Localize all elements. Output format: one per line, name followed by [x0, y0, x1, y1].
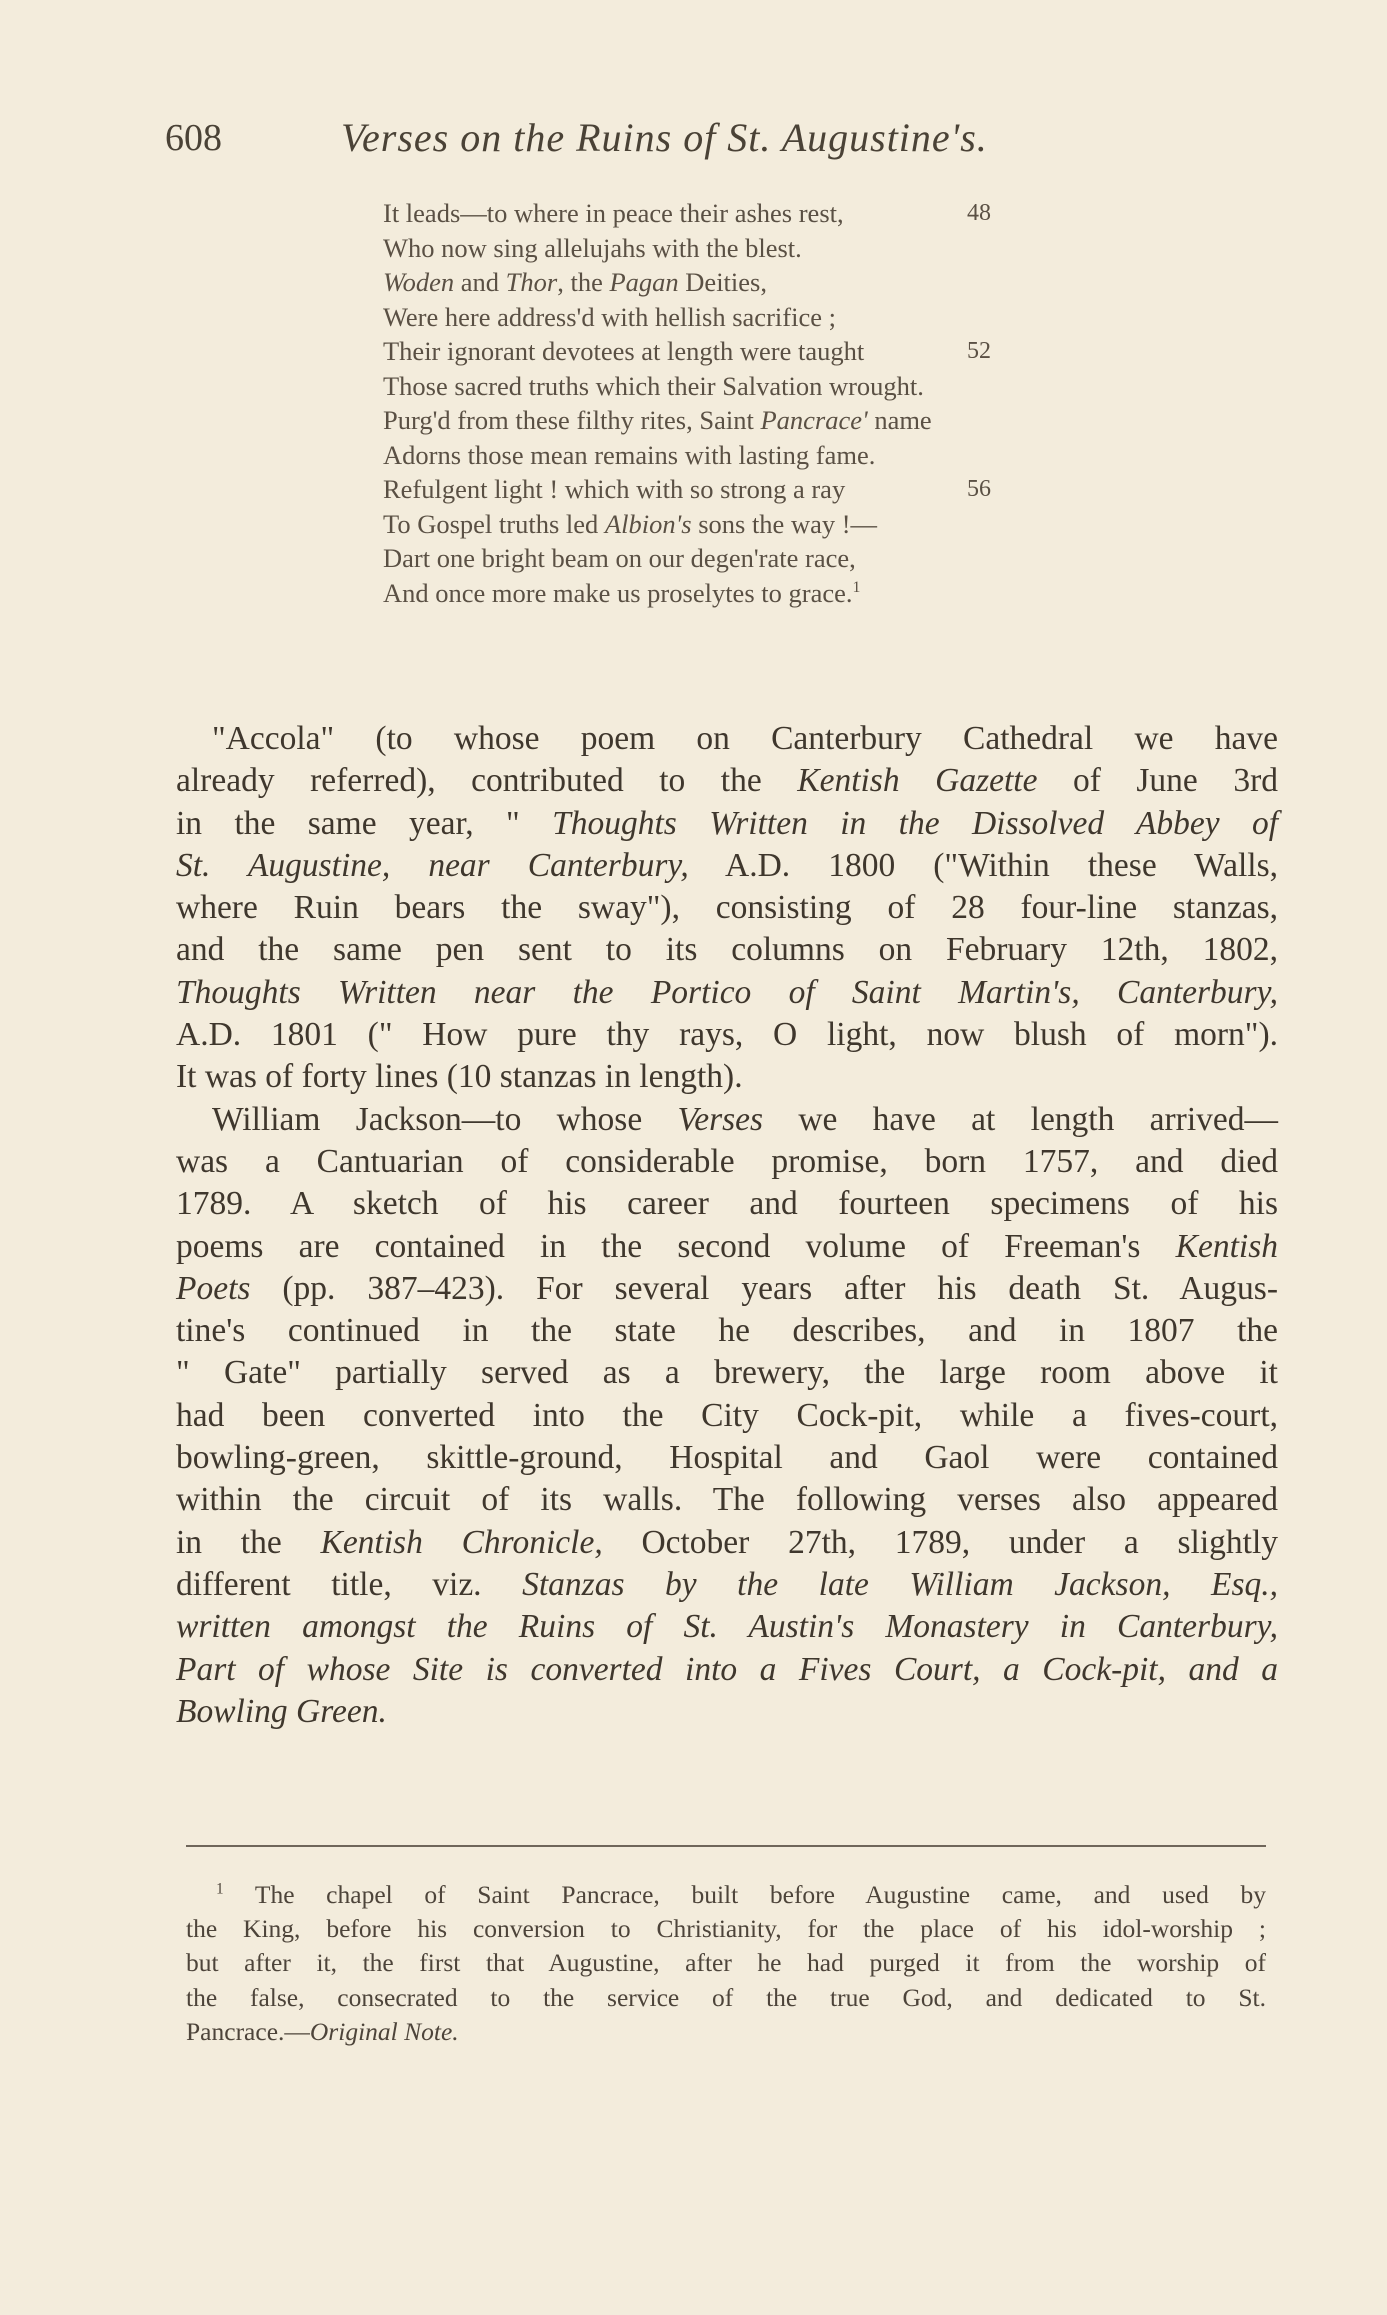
italic-word: Pagan — [609, 267, 679, 297]
footnote-line — [186, 2015, 1266, 2049]
body-line — [176, 1606, 1278, 1648]
poem-line — [383, 541, 1013, 576]
italic-title: St. Augustine, near Canterbury, — [176, 846, 689, 884]
poem-line — [383, 231, 1013, 266]
poem-line — [383, 403, 1013, 438]
body-line: bowling-green, skittle-ground, Hospital and Gaol were contained — [176, 1439, 1278, 1477]
text-run: October 27th, 1789, under a slightly — [602, 1523, 1279, 1561]
poem-line-text: Deities, — [678, 267, 767, 297]
era-abbrev: A.D. — [688, 846, 829, 884]
body-line: tine's continued in the state he describes, and in 1807 the — [176, 1312, 1278, 1350]
italic-title: Poets — [176, 1269, 251, 1307]
footnote-marker: 1 — [852, 578, 861, 596]
body-line — [176, 972, 1278, 1014]
poem-line-text: Adorns those mean remains with lasting fame. — [383, 439, 876, 470]
poem-line-text: To Gospel truths led — [383, 508, 605, 539]
poem-line — [383, 369, 1013, 404]
italic-title: Bowling Green. — [176, 1692, 387, 1730]
body-line — [176, 1564, 1278, 1606]
body-line — [176, 845, 1278, 887]
poem-line-text: Their ignorant devotees at length were taught — [383, 336, 865, 366]
poem-line — [383, 334, 1013, 369]
line-number: 56 — [967, 476, 991, 502]
poem-line — [383, 196, 1013, 231]
poem-line — [383, 300, 1013, 335]
poem-line-text: name — [867, 405, 932, 435]
text-run: (pp. 387–423). For several years after his death St. Augus- — [250, 1269, 1278, 1307]
italic-title: Part of whose Site is converted into a Fives Court, a Cock-pit, and a — [176, 1650, 1278, 1688]
italic-attribution: Original Note. — [309, 2016, 459, 2046]
body-line: 1789. A sketch of his career and fourteen specimens of his — [176, 1185, 1278, 1223]
italic-word: Thor — [505, 267, 558, 297]
italic-title: written amongst the Ruins of St. Austin's Monastery in Canterbury, — [176, 1608, 1278, 1646]
italic-title: Stanzas by the late William Jackson, Esq., — [522, 1565, 1278, 1603]
italic-title: Verses — [677, 1100, 764, 1138]
footnote-line: the King, before his conversion to Christianity, for the place of his idol-worship ; — [186, 1914, 1266, 1944]
poem-line-text: Who now sing allelujahs with the blest. — [383, 232, 802, 263]
text-run: in the — [176, 1523, 321, 1561]
text-run: The chapel of Saint Pancrace, built before Augustine came, and used by — [223, 1880, 1266, 1909]
body-line: " Gate" partially served as a brewery, the large room above it — [176, 1354, 1278, 1392]
body-line — [176, 1522, 1278, 1564]
poem-line-text: and — [454, 267, 506, 297]
poem-line-text: sons the way !— — [691, 508, 878, 539]
text-run: poems are contained in the second volume of Freeman's — [176, 1227, 1176, 1265]
text-run: Pancrace.— — [186, 2016, 310, 2046]
italic-title: Thoughts Written in the Dissolved Abbey of — [552, 804, 1279, 842]
line-number: 52 — [967, 338, 991, 364]
body-line — [176, 1226, 1278, 1268]
body-text — [176, 718, 1278, 1733]
text-run: already referred), contributed to the — [176, 762, 798, 800]
body-line: had been converted into the City Cock-pit, while a fives-court, — [176, 1396, 1278, 1434]
text-run: 1801 (" How pure thy rays, O light, now blush of morn"). — [241, 1016, 1278, 1054]
body-line: within the circuit of its walls. The following verses also appeared — [176, 1481, 1278, 1519]
footnote-line: but after it, the first that Augustine, after he had purged it from the worship of — [186, 1948, 1266, 1978]
italic-title: Kentish Gazette — [797, 762, 1038, 800]
poem-block — [383, 196, 1013, 610]
body-line — [176, 1691, 1278, 1733]
italic-title: Kentish Chronicle, — [320, 1523, 603, 1561]
footnote — [186, 1878, 1266, 2049]
text-run: 1800 ("Within these Walls, — [828, 846, 1278, 884]
footnote-marker: 1 — [216, 1880, 224, 1898]
era-abbrev: A.D. — [176, 1016, 242, 1054]
poem-line — [383, 472, 1013, 507]
body-line — [176, 1099, 1278, 1141]
body-line: where Ruin bears the sway"), consisting of 28 four-line stanzas, — [176, 889, 1278, 927]
body-line — [176, 1649, 1278, 1691]
text-run: William Jackson—to whose — [212, 1100, 678, 1138]
italic-word: Pancrace' — [760, 405, 868, 435]
poem-line-text: , the — [557, 267, 610, 297]
text-run: different title, viz. — [176, 1565, 523, 1603]
footnote-line: the false, consecrated to the service of the true God, and dedicated to St. — [186, 1982, 1266, 2012]
body-line: "Accola" (to whose poem on Canterbury Cathedral we have — [212, 720, 1278, 757]
body-line — [176, 803, 1278, 845]
italic-title: Kentish — [1175, 1227, 1278, 1265]
text-run: in the same year, " — [176, 804, 553, 842]
poem-line — [383, 507, 1013, 542]
page-header — [165, 102, 1165, 162]
body-line: was a Cantuarian of considerable promise, born 1757, and died — [176, 1142, 1278, 1180]
italic-word: Woden — [383, 267, 455, 297]
poem-line — [383, 576, 1013, 611]
body-line: It was of forty lines (10 stanzas in length). — [176, 1058, 743, 1096]
footnote-divider — [186, 1845, 1266, 1847]
poem-line-text: Those sacred truths which their Salvation wrought. — [383, 370, 924, 401]
body-line — [176, 1268, 1278, 1310]
running-title: Verses on the Ruins of St. Augustine's. — [341, 115, 988, 160]
poem-line-text: Dart one bright beam on our degen'rate race, — [383, 543, 856, 573]
line-number: 48 — [967, 200, 991, 226]
footnote-line — [186, 1878, 1266, 1912]
italic-title: Thoughts Written near the Portico of Saint Martin's, Canterbury, — [176, 973, 1278, 1011]
poem-line-text: Were here address'd with hellish sacrifice ; — [383, 301, 836, 332]
poem-line — [383, 265, 1013, 300]
body-line — [176, 760, 1278, 802]
poem-line-text: Refulgent light ! which with so strong a ray — [383, 474, 846, 504]
page-number: 608 — [165, 117, 222, 159]
poem-line-text: And once more make us proselytes to grace. — [383, 577, 853, 608]
text-run: of June 3rd — [1037, 762, 1278, 800]
italic-word: Albion's — [604, 508, 692, 539]
poem-line-text: Purg'd from these filthy rites, Saint — [383, 405, 761, 435]
body-line: and the same pen sent to its columns on February 12th, 1802, — [176, 931, 1278, 969]
body-line — [176, 1014, 1278, 1056]
poem-line-text: It leads—to where in peace their ashes rest, — [383, 198, 844, 228]
poem-line — [383, 438, 1013, 473]
text-run: we have at length arrived— — [763, 1100, 1278, 1138]
